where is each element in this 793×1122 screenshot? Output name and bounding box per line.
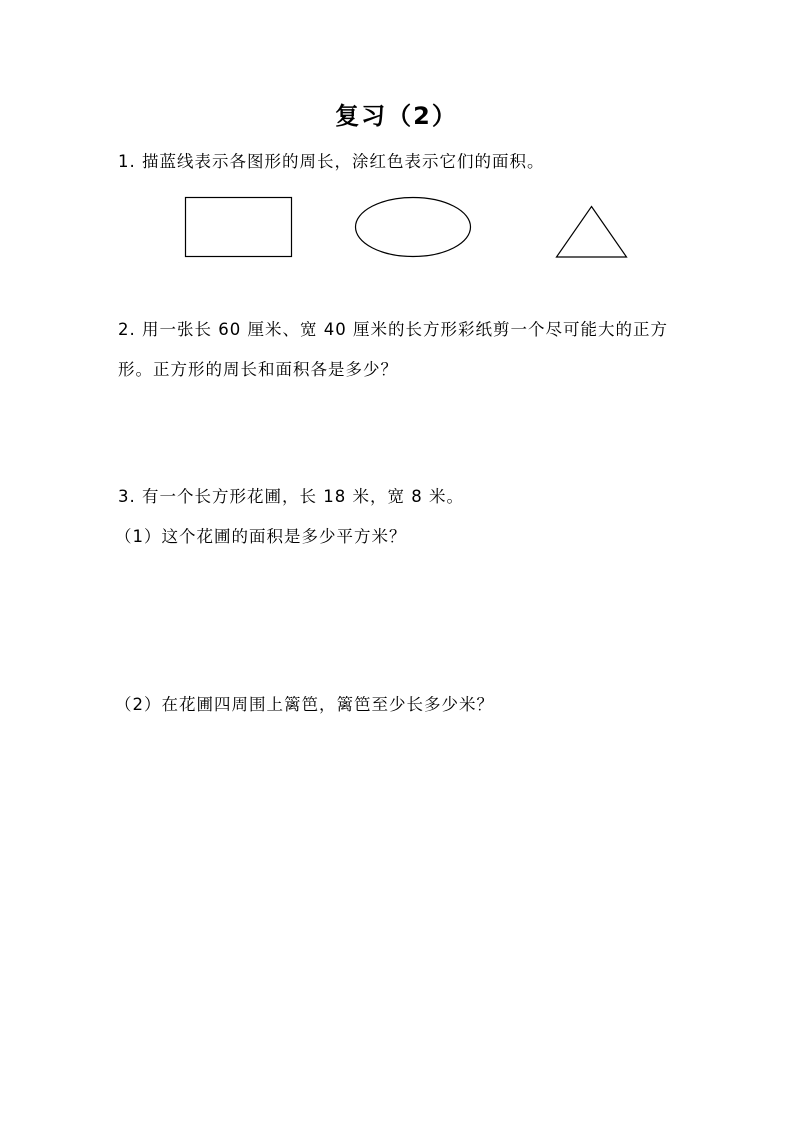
worksheet-title: 复习（2） bbox=[335, 102, 458, 130]
question-3-sub-1: （1）这个花圃的面积是多少平方米？ bbox=[115, 527, 407, 546]
question-3-sub-2: （2）在花圃四周围上篱笆，篱笆至少长多少米？ bbox=[115, 695, 494, 714]
question-2-line-2: 形。正方形的周长和面积各是多少？ bbox=[118, 360, 398, 379]
triangle-shape bbox=[557, 207, 627, 258]
question-2-line-1: 2. 用一张长 60 厘米、宽 40 厘米的长方形彩纸剪一个尽可能大的正方 bbox=[118, 320, 668, 339]
question-1-text: 1. 描蓝线表示各图形的周长，涂红色表示它们的面积。 bbox=[118, 152, 545, 171]
ellipse-shape bbox=[356, 198, 471, 257]
question-1-shapes bbox=[0, 190, 793, 270]
rectangle-shape bbox=[186, 198, 292, 257]
question-3-text: 3. 有一个长方形花圃，长 18 米，宽 8 米。 bbox=[118, 487, 464, 506]
